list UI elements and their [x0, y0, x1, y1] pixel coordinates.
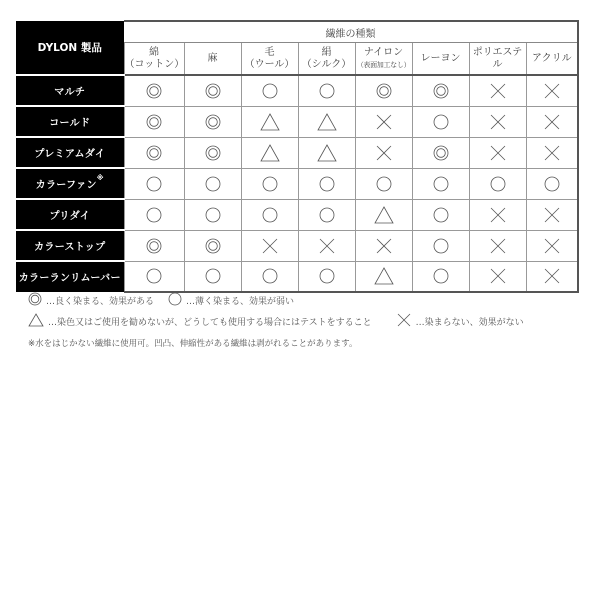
compatibility-cell	[469, 137, 526, 168]
fiber-name: 綿	[149, 46, 159, 58]
table-row	[16, 199, 578, 230]
compatibility-cell	[355, 261, 412, 292]
circle-icon	[242, 176, 298, 192]
compatibility-cell	[184, 106, 241, 137]
compatibility-cell	[355, 106, 412, 137]
fiber-name: 毛	[264, 46, 275, 58]
legend-cross-text: …染まらない、効果がない	[415, 318, 524, 328]
double-circle-icon	[185, 145, 241, 161]
fiber-column-header	[298, 43, 355, 76]
circle-icon	[299, 176, 355, 192]
triangle-icon	[242, 144, 298, 162]
compatibility-cell	[241, 230, 298, 261]
product-name: カラーストップ	[34, 242, 106, 253]
compatibility-cell	[526, 230, 578, 261]
product-name-cell	[16, 199, 124, 230]
compatibility-cell	[469, 75, 526, 106]
circle-icon	[185, 268, 241, 284]
product-name: プレミアムダイ	[34, 149, 106, 160]
product-name: マルチ	[54, 87, 86, 98]
table-row	[16, 230, 578, 261]
circle-icon	[185, 207, 241, 223]
product-name-cell	[16, 261, 124, 292]
compatibility-cell	[241, 137, 298, 168]
fiber-name: 絹	[321, 46, 332, 58]
circle-icon	[242, 268, 298, 284]
product-name-cell	[16, 137, 124, 168]
circle-icon	[168, 292, 186, 309]
compatibility-cell	[298, 137, 355, 168]
footnote: ※水をはじかない繊維に使用可。凹凸、伸縮性がある繊維は剥がれることがあります。	[28, 339, 358, 349]
compatibility-cell	[124, 168, 184, 199]
legend-circle-text: …薄く染まる、効果が弱い	[186, 297, 295, 307]
circle-icon	[242, 207, 298, 223]
compatibility-cell	[526, 106, 578, 137]
legend-triangle-text: …染色又はご使用を勧めないが、どうしても使用する場合にはテストをすること	[48, 318, 372, 328]
legend-cross	[396, 313, 524, 330]
cross-icon	[470, 238, 526, 254]
cross-icon	[527, 114, 578, 130]
product-name-cell	[16, 75, 124, 106]
circle-icon	[125, 207, 184, 223]
compatibility-cell	[412, 230, 469, 261]
circle-icon	[413, 176, 469, 192]
compatibility-cell	[298, 106, 355, 137]
product-name: プリダイ	[49, 211, 91, 222]
product-name: カラーランリムーバー	[18, 273, 121, 285]
compatibility-cell	[355, 199, 412, 230]
fiber-column-header	[124, 43, 184, 76]
product-name-cell	[16, 168, 124, 199]
compatibility-cell	[241, 168, 298, 199]
legend-double-circle-text: …良く染まる、効果がある	[46, 297, 155, 307]
compatibility-cell	[355, 75, 412, 106]
compatibility-cell	[184, 199, 241, 230]
double-circle-icon	[185, 238, 241, 254]
compatibility-cell	[124, 137, 184, 168]
compatibility-cell	[184, 137, 241, 168]
circle-icon	[299, 207, 355, 223]
compatibility-cell	[469, 168, 526, 199]
legend-line-2	[28, 313, 588, 330]
compatibility-cell	[124, 230, 184, 261]
compatibility-cell	[355, 137, 412, 168]
compatibility-cell	[241, 199, 298, 230]
table-row	[16, 106, 578, 137]
compatibility-cell	[355, 168, 412, 199]
compatibility-cell	[124, 199, 184, 230]
cross-icon	[356, 114, 412, 130]
compatibility-cell	[241, 261, 298, 292]
compatibility-cell	[298, 168, 355, 199]
compatibility-cell	[412, 137, 469, 168]
double-circle-icon	[185, 114, 241, 130]
cross-icon	[356, 145, 412, 161]
cross-icon	[470, 207, 526, 223]
compatibility-cell	[241, 75, 298, 106]
cross-icon	[470, 83, 526, 99]
circle-icon	[356, 176, 412, 192]
circle-icon	[185, 176, 241, 192]
double-circle-icon	[125, 114, 184, 130]
dye-compatibility-table	[16, 20, 579, 293]
fiber-name: ナイロン	[363, 46, 404, 58]
product-name: カラーファン	[35, 180, 97, 191]
cross-icon	[299, 238, 355, 254]
compatibility-cell	[526, 199, 578, 230]
compatibility-cell	[298, 261, 355, 292]
cross-icon	[470, 268, 526, 284]
double-circle-icon	[356, 83, 412, 99]
fiber-column-header	[355, 43, 412, 76]
compatibility-cell	[469, 199, 526, 230]
compatibility-cell	[412, 199, 469, 230]
cross-icon	[527, 145, 578, 161]
compatibility-cell	[469, 106, 526, 137]
compatibility-cell	[526, 137, 578, 168]
compatibility-cell	[241, 106, 298, 137]
double-circle-icon	[125, 83, 184, 99]
fiber-type-group-header: 繊維の種類	[124, 21, 578, 43]
circle-icon	[299, 83, 355, 99]
fiber-subname: （表面加工なし）	[356, 60, 411, 69]
fiber-name: ポリエステル	[472, 46, 523, 70]
legend-circle	[168, 292, 294, 309]
triangle-icon	[242, 113, 298, 131]
circle-icon	[299, 268, 355, 284]
table-body	[16, 75, 578, 292]
compatibility-cell	[184, 261, 241, 292]
compatibility-cell	[526, 168, 578, 199]
fiber-subname: （コットン）	[124, 58, 185, 70]
triangle-icon	[28, 313, 48, 330]
double-circle-icon	[125, 238, 184, 254]
double-circle-icon	[185, 83, 241, 99]
compatibility-cell	[298, 230, 355, 261]
compatibility-cell	[184, 168, 241, 199]
fiber-column-header	[412, 43, 469, 76]
circle-icon	[470, 176, 526, 192]
compatibility-cell	[412, 106, 469, 137]
fiber-subname: （ウール）	[244, 58, 295, 70]
legend-triangle	[28, 313, 372, 330]
fiber-name: 麻	[207, 52, 218, 64]
cross-icon	[527, 268, 578, 284]
table-row	[16, 137, 578, 168]
compatibility-cell	[526, 261, 578, 292]
product-name-cell	[16, 106, 124, 137]
cross-icon	[527, 238, 578, 254]
fiber-subname: （シルク）	[301, 58, 352, 70]
double-circle-icon	[413, 83, 469, 99]
table-row	[16, 168, 578, 199]
triangle-icon	[356, 206, 412, 224]
product-name-cell	[16, 230, 124, 261]
compatibility-cell	[298, 75, 355, 106]
compatibility-cell	[124, 106, 184, 137]
compatibility-cell	[184, 230, 241, 261]
triangle-icon	[299, 144, 355, 162]
cross-icon	[470, 114, 526, 130]
compatibility-cell	[184, 75, 241, 106]
circle-icon	[413, 238, 469, 254]
compatibility-cell	[412, 261, 469, 292]
table-row	[16, 75, 578, 106]
fiber-column-header	[526, 43, 578, 76]
double-circle-icon	[125, 145, 184, 161]
triangle-icon	[356, 267, 412, 285]
legend-line-1	[28, 292, 294, 309]
circle-icon	[242, 83, 298, 99]
circle-icon	[125, 176, 184, 192]
compatibility-cell	[124, 75, 184, 106]
cross-icon	[527, 83, 578, 99]
fiber-column-header	[184, 43, 241, 76]
compatibility-cell	[124, 261, 184, 292]
compatibility-cell	[412, 75, 469, 106]
compatibility-cell	[355, 230, 412, 261]
footnote-marker: ※	[96, 174, 104, 182]
triangle-icon	[299, 113, 355, 131]
cross-icon	[470, 145, 526, 161]
circle-icon	[413, 114, 469, 130]
double-circle-icon	[28, 292, 46, 309]
legend-double-circle	[28, 292, 154, 309]
fiber-name: アクリル	[531, 52, 572, 64]
cross-icon	[396, 313, 416, 330]
compatibility-cell	[298, 199, 355, 230]
compatibility-cell	[526, 75, 578, 106]
fiber-column-header	[241, 43, 298, 76]
compatibility-cell	[412, 168, 469, 199]
table-row	[16, 261, 578, 292]
circle-icon	[125, 268, 184, 284]
double-circle-icon	[413, 145, 469, 161]
cross-icon	[356, 238, 412, 254]
compatibility-cell	[469, 230, 526, 261]
product-column-header: DYLON 製品	[16, 21, 124, 75]
cross-icon	[242, 238, 298, 254]
fiber-name: レーヨン	[420, 52, 461, 64]
circle-icon	[413, 268, 469, 284]
compatibility-cell	[469, 261, 526, 292]
product-name: コールド	[49, 118, 91, 129]
fiber-column-header	[469, 43, 526, 76]
circle-icon	[413, 207, 469, 223]
circle-icon	[527, 176, 578, 192]
cross-icon	[527, 207, 578, 223]
